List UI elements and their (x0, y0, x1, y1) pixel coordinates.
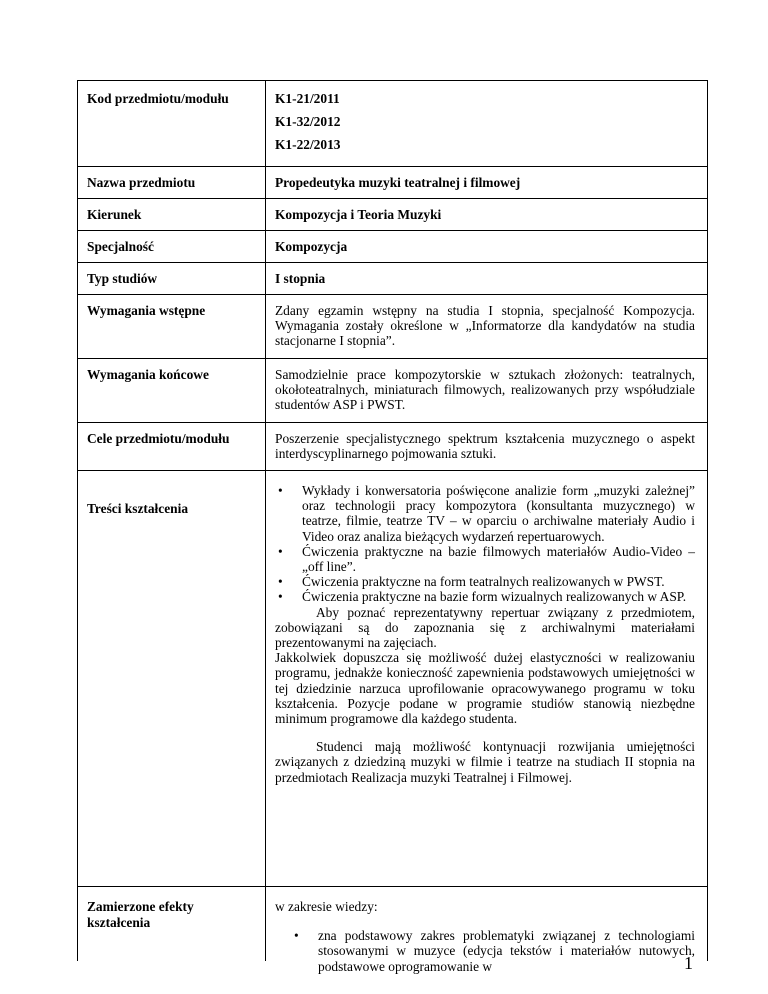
label-specialty: Specjalność (87, 239, 154, 254)
label-field: Kierunek (87, 207, 142, 222)
label-course-content: Treści kształcenia (87, 501, 189, 516)
row-field (78, 199, 707, 231)
list-item: • Ćwiczenia praktyczne na form teatralnych realizowanych w PWST. (278, 574, 665, 590)
row-learning-outcomes (78, 887, 707, 974)
outcomes-heading: w zakresie wiedzy: (275, 899, 378, 914)
content-paragraph: Studenci mają możliwość kontynuacji rozwijania umiejętności związanych z dziedziną muzyki w filmie i teatrze na studiach II stopnia na przedmiotach Realizacja muzyki Teatralnej i Filmowej. (275, 739, 695, 785)
value-specialty: Kompozycja (275, 239, 348, 254)
value-course-codes (275, 91, 695, 160)
label-study-type: Typ studiów (87, 271, 158, 286)
content-paragraph: Aby poznać reprezentatywny repertuar związany z przedmiotem, zobowiązani są do zapoznania się z archiwalnymi materiałami prezentowanymi na zajęciach. (275, 604, 695, 651)
value-study-type: I stopnia (275, 271, 326, 286)
value-final-requirements: Samodzielnie prace kompozytorskie w sztukach złożonych: teatralnych, okołoteatralnych, miniaturach filmowych, realizowanych przy współudziale studentów ASP i PWST. (275, 367, 695, 413)
row-course-content (78, 471, 707, 887)
list-item: • Wykłady i konwersatoria poświęcone analizie form „muzyki zależnej” oraz technologii pracy kompozytora (konsultanta muzycznego) w teatrze, filmie, teatrze TV – w oparciu o archiwalne materiały Audio i Video oraz analiza bieżących wydarzeń repertuarowych. (278, 483, 695, 544)
value-field: Kompozycja i Teoria Muzyki (275, 207, 442, 222)
list-item: • Ćwiczenia praktyczne na bazie form wizualnych realizowanych w ASP. (278, 589, 687, 605)
list-item: • Ćwiczenia praktyczne na bazie filmowych materiałów Audio-Video – „off line”. (278, 543, 695, 575)
label-course-goals: Cele przedmiotu/modułu (87, 431, 230, 446)
bullet-icon: • (278, 589, 283, 605)
row-specialty (78, 231, 707, 263)
course-code: K1-32/2012 (275, 114, 341, 129)
content-bullet-list (275, 483, 695, 605)
row-final-requirements (78, 359, 707, 423)
bullet-icon: • (294, 928, 299, 944)
row-course-name (78, 167, 707, 199)
row-entry-requirements (78, 295, 707, 359)
bullet-icon: • (278, 574, 283, 590)
label-course-name: Nazwa przedmiotu (87, 175, 196, 190)
row-course-code (78, 81, 707, 167)
label-learning-outcomes: Zamierzone efekty kształcenia (87, 899, 194, 930)
value-course-goals: Poszerzenie specjalistycznego spektrum kształcenia muzycznego o aspekt interdyscyplinarnego pojmowania sztuki. (275, 431, 695, 462)
course-info-table (77, 80, 708, 974)
course-code: K1-21/2011 (275, 91, 340, 106)
label-course-code: Kod przedmiotu/modułu (87, 91, 229, 106)
page-number: 1 (684, 953, 693, 973)
bullet-icon: • (278, 483, 283, 498)
outcomes-bullet-list (275, 928, 695, 974)
value-learning-outcomes (275, 899, 695, 974)
row-course-goals (78, 423, 707, 471)
list-item: • zna podstawowy zakres problematyki związanej z technologiami stosowanymi w muzyce (edycja tekstów i materiałów nutowych, podstawowe oprogramowanie w (294, 928, 695, 974)
course-code: K1-22/2013 (275, 137, 341, 152)
row-study-type (78, 263, 707, 295)
content-paragraph: Jakkolwiek dopuszcza się możliwość dużej elastyczności w realizowaniu programu, jednakże konieczność zapewnienia podstawowych umiejętności w tej dziedzinie narzuca uprofilowanie opracowywanego programu w toku kształcenia. Pozycje podane w programie studiów stanowią niezbędne minimum programowe dla każdego studenta. (275, 650, 695, 727)
label-entry-requirements: Wymagania wstępne (87, 303, 206, 318)
value-course-content (275, 483, 695, 785)
value-course-name: Propedeutyka muzyki teatralnej i filmowej (275, 175, 521, 190)
label-final-requirements: Wymagania końcowe (87, 367, 209, 382)
value-entry-requirements: Zdany egzamin wstępny na studia I stopnia, specjalność Kompozycja. Wymagania zostały określone w „Informatorze dla kandydatów na studia stacjonarne I stopnia”. (275, 303, 695, 349)
bullet-icon: • (278, 543, 283, 559)
